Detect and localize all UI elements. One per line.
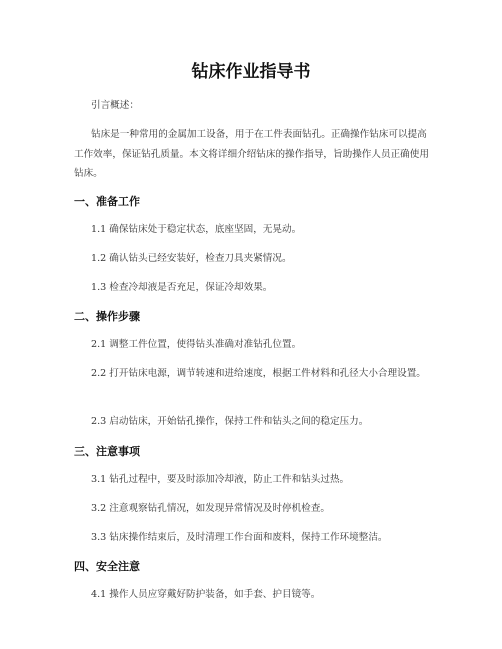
section-heading-notes: 三、注意事项 [74,445,140,458]
section-heading-preparation: 一、准备工作 [74,195,140,208]
list-item: 2.2 打开钻床电源，调节转速和进给速度，根据工件材料和孔径大小合理设置。 [91,368,426,379]
list-item: 2.3 启动钻床，开始钻孔操作，保持工件和钻头之间的稳定压力。 [91,416,369,427]
list-item: 3.2 注意观察钻孔情况，如发现异常情况及时停机检查。 [91,503,330,514]
intro-label: 引言概述： [91,100,139,111]
list-item: 3.1 钻孔过程中，要及时添加冷却液，防止工件和钻头过热。 [91,474,350,485]
list-item: 1.1 确保钻床处于稳定状态，底座坚固，无晃动。 [91,224,302,235]
list-item: 2.1 调整工件位置，使得钻头准确对准钻孔位置。 [91,339,302,350]
intro-paragraph: 钻床是一种常用的金属加工设备，用于在工件表面钻孔。正确操作钻床可以提高工作效率，保证钻孔质量。本文将详细介绍钻床的操作指导，旨助操作人员正确使用钻床。 [74,129,429,179]
list-item: 4.1 操作人员应穿戴好防护装备，如手套、护目镜等。 [91,589,321,600]
list-item: 1.2 确认钻头已经安装好，检查刀具夹紧情况。 [91,253,292,264]
document-title: 钻床作业指导书 [191,62,311,82]
list-item: 1.3 检查冷却液是否充足，保证冷却效果。 [91,282,273,293]
section-heading-safety: 四、安全注意 [74,560,140,573]
list-item: 3.3 钻床操作结束后，及时清理工作台面和废料，保持工作环境整洁。 [91,532,388,543]
section-heading-steps: 二、操作步骤 [74,310,140,323]
